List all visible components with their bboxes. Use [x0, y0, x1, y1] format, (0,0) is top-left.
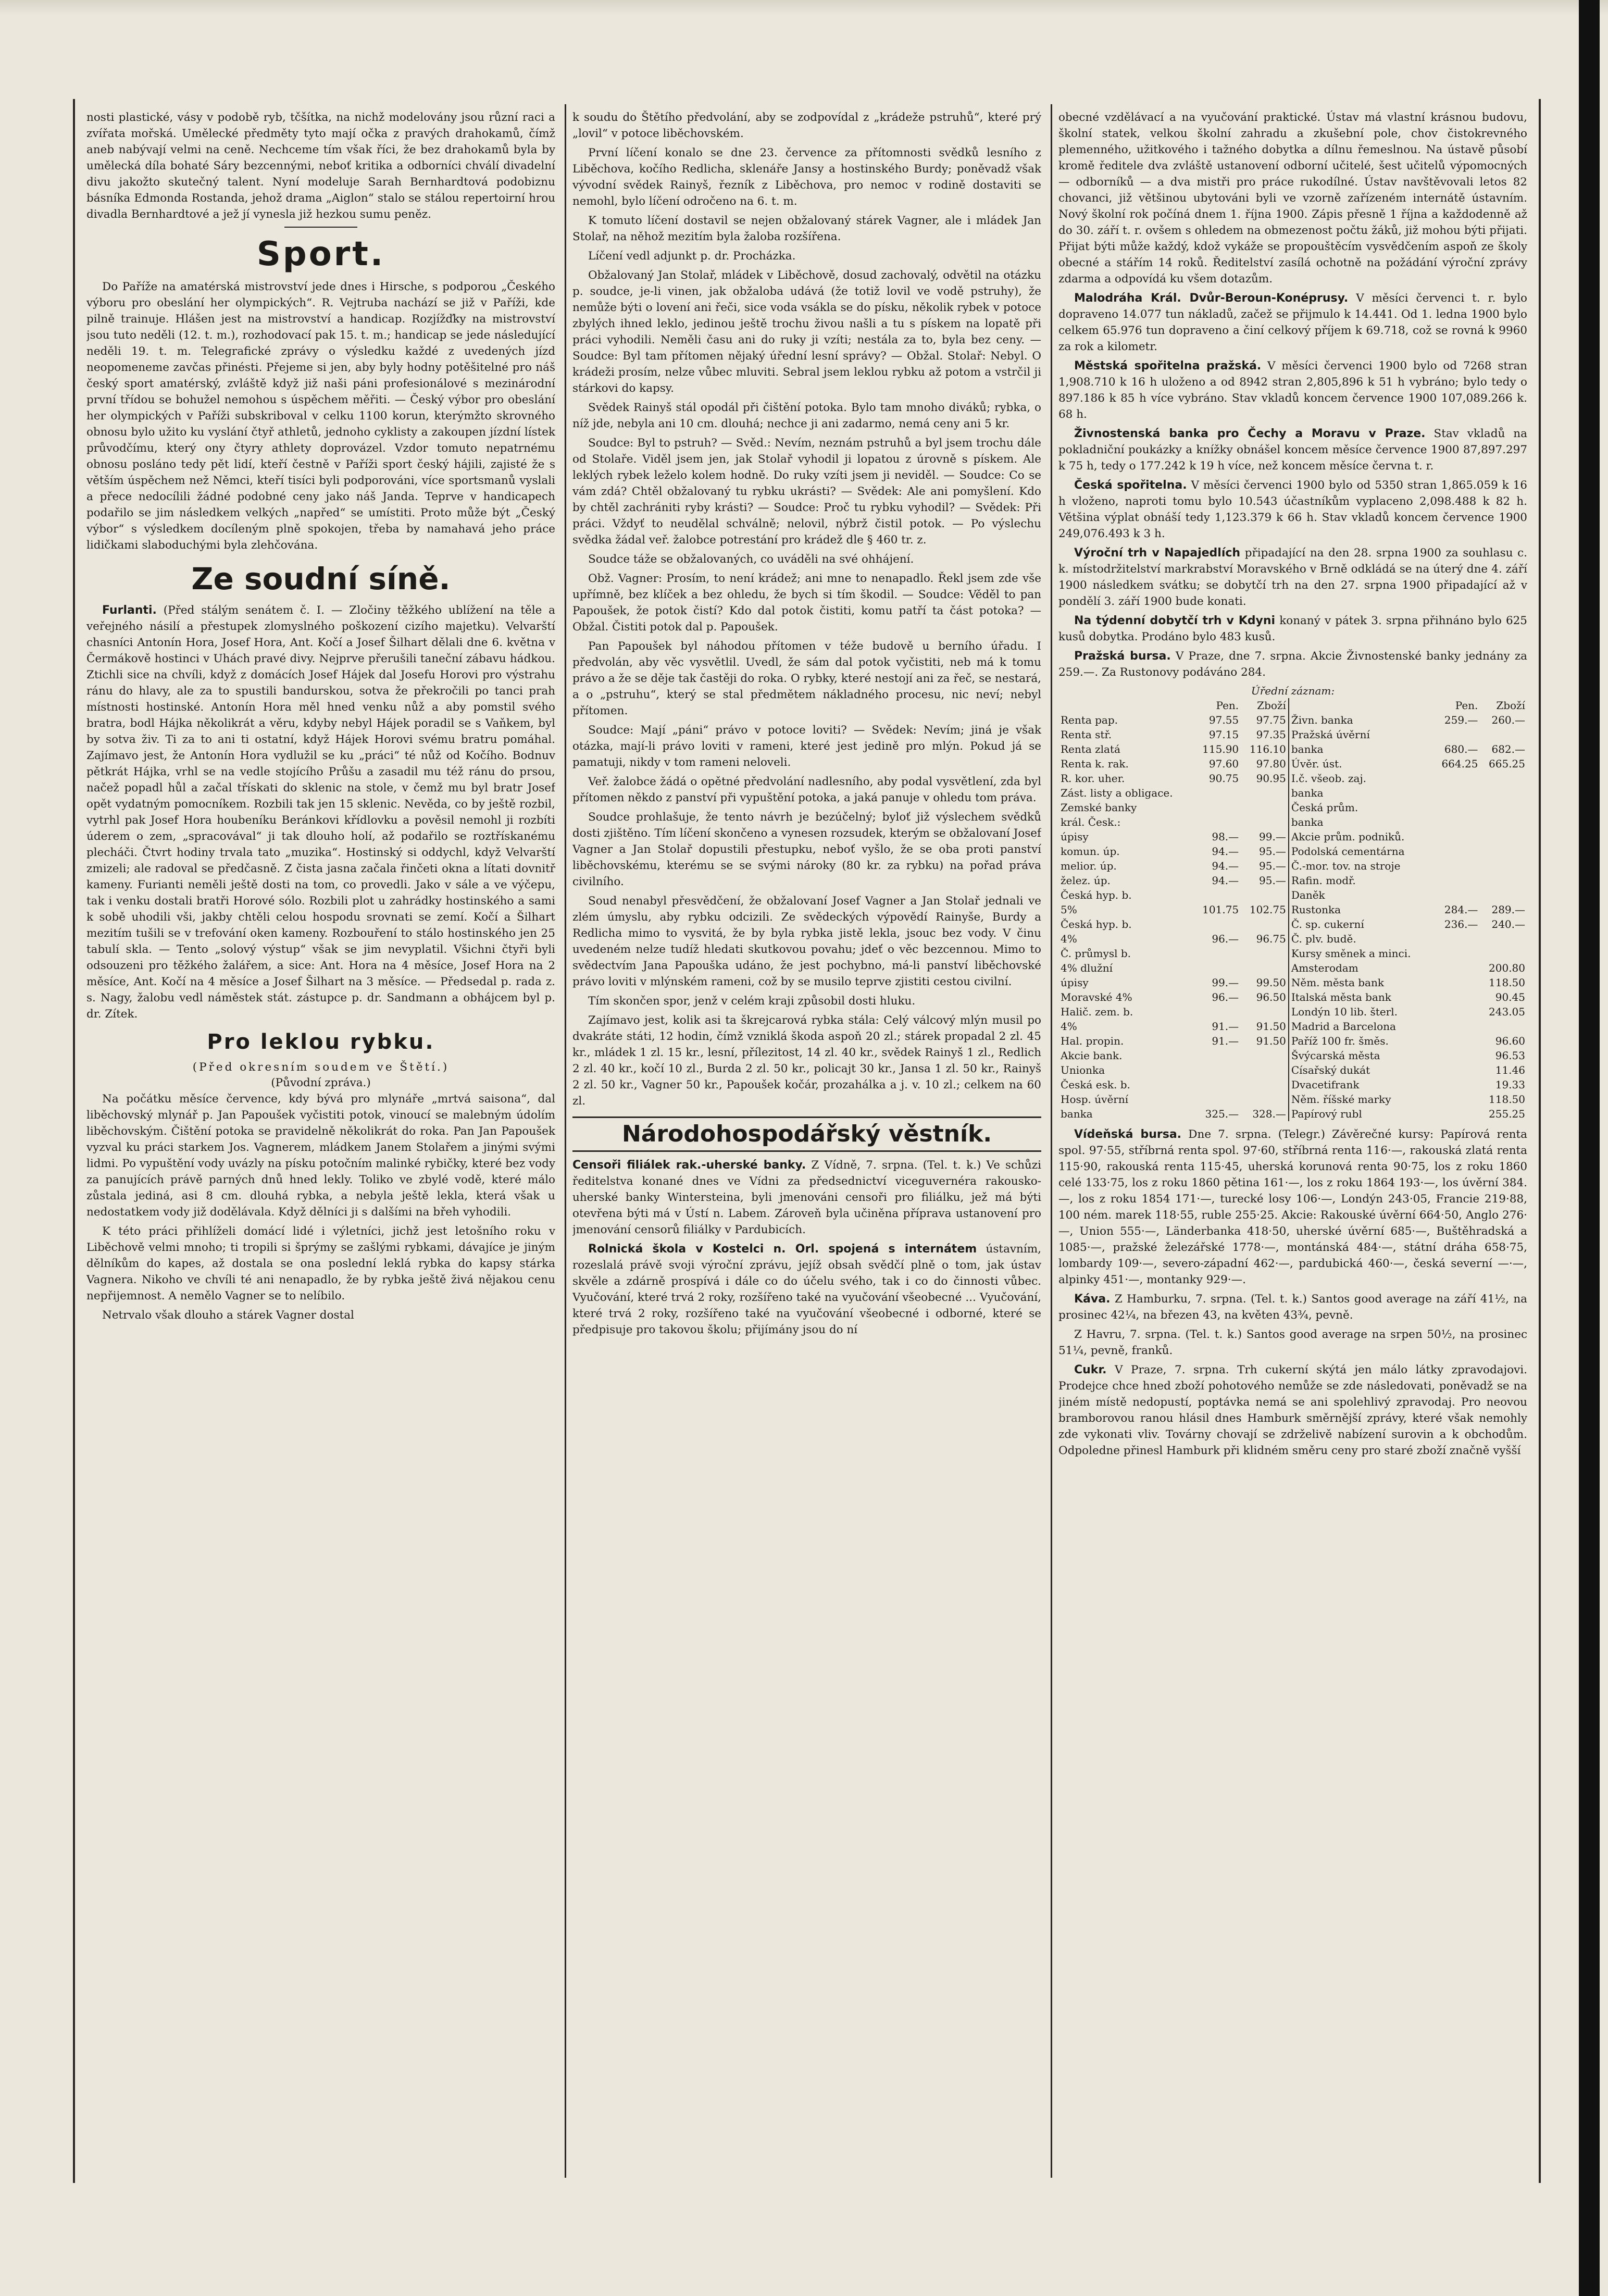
price-cell — [1241, 1077, 1289, 1092]
price-cell: 118.50 — [1489, 1093, 1525, 1106]
table-row — [1058, 771, 1527, 786]
table-row — [1058, 742, 1527, 756]
table-row — [1058, 946, 1527, 961]
price-cell — [1480, 771, 1527, 786]
rybka-continuation: K tomuto líčení dostavil se nejen obžalovaný stárek Vagner, ale i mládek Jan Stolař, na něhož mezitím byla žaloba rozšířena. — [572, 214, 1041, 243]
price-cell: 118.50 — [1489, 976, 1525, 989]
security-name: Renta zlatá — [1061, 743, 1120, 755]
vyrocni-article: připadající na den 28. srpna 1900 za souhlasu c. k. místodržitelství markrabství Moravského v Brně odkládá se na úterý dne 4. září 1900 následkem svátku; se dobytčí trh na den 27. srpna 1900 připadající až v pondělí 3. září 1900 bude konati. — [1058, 547, 1527, 608]
price-cell — [1241, 888, 1289, 902]
price-cell — [1480, 727, 1527, 742]
price-cell — [1433, 975, 1480, 990]
article-continuation: nosti plastické, vásy v podobě ryb, tčšítka, na nichž modelovány jsou různí raci a zvířata mořská. Umělecké předměty tyto mají očka z pravých drahokamů, čímž aneb nabývají velmi na ceně. Nechceme tím však říci, že bez drahokamů byla by umělecká díla bohaté Sáry bezcennými, neboť kritika a odborníci chválí divadelní divu jakožto skutečný talent. Nyní modeluje Sarah Bernhardtová podobiznu básníka Edmonda Rostanda, jehož drama „Aiglon“ stalo se stálou repertoirní hrou divadla Bernhardtové a jež jí vynesla již hezkou sumu peněz. — [86, 111, 555, 221]
price-cell: 325.— — [1205, 1108, 1239, 1120]
col-header-pen: Pen. — [1216, 699, 1239, 712]
security-name: Unionka — [1061, 1064, 1105, 1076]
table-row — [1058, 1077, 1527, 1092]
price-cell: 91.— — [1212, 1035, 1239, 1047]
table-row — [1058, 844, 1527, 859]
videnska-article: Dne 7. srpna. (Telegr.) Závěrečné kursy: Papírová renta spol. 97·55, stříbrná renta spol. 97·60, stříbrná renta 116·—, rakouská zlatá renta 115·90, rakouská renta 115·45, uherská korunová renta 90·75, los z roku 1860 celé 133·75, los z roku 1860 pětina 161·—, los z roku 1864 193·—, los úvěrní 384.—, los z roku 1854 171·—, turecké losy 106·—, Londýn 243·05, Francie 219·88, 100 ném. marek 118·55, ruble 255·25. Akcie: Rakouské úvěrní 664·50, Anglo 276·—, Union 555·—, Länderbanka 418·50, uherské úvěrní 685·—, Buštěhradská a 1085·—, pražské železářské 1778·—, montánská 484·—, státní dráha 658·75, lombardy 109·—, severo-západní 462·—, pardubická 460·—, česká severní —·—, alpinky 451·—, montanky 929·—. — [1058, 1128, 1527, 1286]
security-name: banka — [1289, 742, 1433, 756]
price-cell — [1433, 961, 1480, 975]
security-name: Rafin. modř. — [1289, 873, 1433, 888]
security-name: Madrid a Barcelona — [1289, 1019, 1433, 1034]
security-name: Úvěr. úst. — [1289, 756, 1433, 771]
rybka-continuation: Tím skončen spor, jenž v celém kraji způsobil dosti hluku. — [588, 995, 916, 1008]
security-name: Rustonka — [1289, 902, 1433, 917]
price-cell — [1433, 844, 1480, 859]
security-name: 5% — [1061, 903, 1077, 916]
price-cell — [1433, 815, 1480, 829]
price-cell: 90.45 — [1495, 991, 1525, 1003]
section-heading-economy: Národohospodářský věstník. — [572, 1116, 1041, 1152]
security-name: komun. úp. — [1061, 845, 1120, 858]
price-cell: 259.— — [1444, 714, 1478, 726]
price-cell: 99.— — [1259, 830, 1286, 843]
security-name: Č. sp. cukerní — [1289, 917, 1433, 932]
price-cell: 97.75 — [1256, 714, 1286, 726]
price-cell — [1241, 815, 1289, 829]
price-cell: 96.60 — [1495, 1035, 1525, 1047]
price-cell: 90.75 — [1208, 772, 1239, 785]
price-cell — [1433, 771, 1480, 786]
price-cell — [1194, 1048, 1241, 1063]
scan-border — [1579, 0, 1600, 2296]
rybka-continuation: Líčení vedl adjunkt p. dr. Procházka. — [588, 250, 796, 263]
rybka-continuation: Obžalovaný Jan Stolař, mládek v Liběchově, dosud zachovalý, odvětil na otázku p. soudce, je-li vinen, jak obžaloba udává (že totiž lovil ve vodě pstruhy), že nemůže býti o lovení ani řeči, sice voda vsákla se do písku, několik rybek v potoce zbylých ihned leklo, jedinou ještě trochu živou našli a tu s pískem na lopatě při práci vyhodili. Neměli času ani do ruky ji vzíti; nestála za to, byla bez ceny. — Soudce: Byl tam přítomen nějaký úřední lesní správy? — Obžal. Stolař: Nebyl. O krádeži prosím, nelze vůbec mluviti. Sebral jsem leklou rybku až potom a vstrčil ji stárkovi do kapsy. — [572, 269, 1041, 395]
article-head-zivno: Živnostenská banka pro Čechy a Moravu v Praze. — [1074, 427, 1426, 440]
table-row — [1058, 800, 1527, 815]
price-cell: 284.— — [1444, 903, 1478, 916]
sport-article: Do Paříže na amatérská mistrovství jede dnes i Hirsche, s podporou „Českého výboru pro obeslání her olympických“. R. Vejtruba nachází se již v Paříži, kde pilně trainuje. Hlášen jest na mistrovství a handicap. Rozjížďky na mistrovství jsou tuto neděli (12. t. m.), rozhodovací pak 15. t. m.; handicap se jede následující neděli 19. t. m. Telegrafické zprávy o výsledku každé z uvedených jízd neopomeneme zavčas přinésti. Přejeme si jen, aby byly hodny potěšitelné pro náš český sport amatérský, zvláště když již naši páni profesionálové s mezinárodní první třídou se bohužel nemohou s úspěchem měřiti. — Český výbor pro obeslání her olympických v Paříži subskriboval v celku 1100 korun, kterýmžto skrovného obnosu bylo užito ku vyslání čtyř athletů, jednoho cyklisty a zakoupen jízdní lístek průvodčímu, který ony čtyry athlety doprovázel. Vzdor tomuto nepatrnému obnosu posláno tedy pět lidí, kteří čestně v Paříži sport český hájili, zajisté že s větším úspěchem než Němci, kteří tisíci byli podporováni, více sportsmanů vyslali a přece nedocílili žádné podobné ceny jako náš Janda. Teprve v handicapech podařilo se jim následkem velkých „napřed“ se umístiti. Proto může být „Český výbor“ s výsledkem docíleným plně spokojen, třeba by namahavá jeho práce lidičkami slaboduchými byla zlehčována. — [86, 280, 555, 552]
price-cell: 97.55 — [1208, 714, 1239, 726]
security-name: Česká prům. — [1289, 800, 1433, 815]
bursa-article: V Praze, dne 7. srpna. Akcie Živnostenské banky jednány za 259.—. Za Rustonovy podáváno 284. — [1058, 650, 1527, 679]
price-cell: 682.— — [1491, 743, 1525, 755]
price-cell — [1241, 1004, 1289, 1019]
cukr-article: V Praze, 7. srpna. Trh cukerní skýtá jen málo látky zpravodajovi. Prodejce chce hned zboží pohotového nemůže se zde následovati, poněvadž se na jiném místě nedopustí, poptávka nemá se ani spolehlivý zpravodaj. Pro neovou bramborovou ranou hlásil dnes Hamburk směrnější zprávy, které však nemohly zde vykonati vliv. Továrny chovají se zdrželivě nabízení surovin a k obchodům. Odpoledne přinesl Hamburk při klidném směru ceny pro staré zboží značně vyšší — [1058, 1363, 1527, 1457]
security-name: Něm. města bank — [1289, 975, 1433, 990]
security-name: melior. úp. — [1061, 860, 1117, 872]
price-cell: 97.80 — [1256, 758, 1286, 770]
security-name: Č.-mor. tov. na stroje — [1289, 859, 1433, 873]
column-rule — [1051, 104, 1052, 2178]
security-name: Dvacetifrank — [1289, 1077, 1433, 1092]
price-cell: 98.— — [1212, 830, 1239, 843]
price-cell: 95.— — [1259, 845, 1286, 858]
table-row — [1058, 1107, 1527, 1121]
price-cell: 665.25 — [1489, 758, 1525, 770]
price-cell — [1194, 917, 1241, 932]
security-name: král. Česk.: — [1061, 816, 1121, 828]
price-cell — [1433, 727, 1480, 742]
price-cell — [1433, 859, 1480, 873]
table-row — [1058, 829, 1527, 844]
price-cell: 95.— — [1259, 860, 1286, 872]
price-cell: 289.— — [1491, 903, 1525, 916]
article-heading-rybka: Pro leklou rybku. — [207, 1030, 435, 1054]
price-cell — [1433, 1092, 1480, 1107]
price-cell: 99.50 — [1256, 976, 1286, 989]
security-name: Moravské 4% — [1061, 991, 1132, 1003]
rybka-continuation: Soud nenabyl přesvědčení, že obžalovaní Josef Vagner a Jan Stolař jednali ve zlém úmyslu, aby rybku odcizili. Ze svědeckých výpovědí Rainyše, Burdy a Redlicha mimo to vysvitá, že by byla rybka jistě lekla, jsouc bez vody. V činu uvedeném nelze tudíž hledati skutkovou povahu; jdeť o věc bezcennou. Mimo to svědectvím Jana Papouška udáno, že jest pochybno, má-li panství liběchovské právo loviti v mlýnském rameni, což by se musilo teprve zjistiti cestou civilní. — [572, 895, 1041, 988]
price-cell: 96.75 — [1256, 933, 1286, 945]
article-subheading: (Původní zpráva.) — [271, 1076, 371, 1089]
table-row — [1058, 917, 1527, 932]
price-cell: 101.75 — [1202, 903, 1239, 916]
price-cell — [1480, 800, 1527, 815]
table-row — [1058, 1048, 1527, 1063]
price-cell: 91.50 — [1256, 1035, 1286, 1047]
price-cell — [1433, 800, 1480, 815]
security-name: Něm. říšské marky — [1289, 1092, 1433, 1107]
article-head-videnska: Vídeňská bursa. — [1074, 1128, 1182, 1141]
price-cell: 95.— — [1259, 874, 1286, 887]
price-cell: 97.35 — [1256, 728, 1286, 741]
security-name: Česká esk. b. — [1061, 1078, 1130, 1091]
table-row — [1058, 815, 1527, 829]
price-cell — [1433, 1063, 1480, 1077]
column-2 — [572, 109, 1041, 2173]
security-name: Renta pap. — [1061, 714, 1118, 726]
price-cell — [1433, 990, 1480, 1004]
ceska-article: V měsíci červenci 1900 bylo od 5350 stran 1,865.059 k 16 h vloženo, naproti tomu bylo 10.543 účastníkům vyplaceno 2,098.488 k 82 h. Většina výplat obnáší tedy 1,123.379 k 66 h. Stav vkladů koncem července 1900 249,076.493 k 3 h. — [1058, 479, 1527, 540]
price-cell: 96.50 — [1256, 991, 1286, 1003]
security-name: Daněk — [1289, 888, 1433, 902]
price-cell: 328.— — [1252, 1108, 1286, 1120]
table-row — [1058, 859, 1527, 873]
price-cell — [1241, 1048, 1289, 1063]
security-name: Česká hyp. b. — [1061, 918, 1132, 930]
article-head-malodraha: Malodráha Král. Dvůr-Beroun-Konéprusy. — [1074, 292, 1349, 305]
security-name: Hal. propin. — [1061, 1035, 1124, 1047]
price-cell — [1433, 946, 1480, 961]
section-heading-court: Ze soudní síně. — [191, 561, 451, 597]
col-header-zbozi: Zboží — [1496, 699, 1525, 712]
price-cell: 97.60 — [1208, 758, 1239, 770]
bursa-table — [1058, 684, 1527, 1121]
security-name: Londýn 10 lib. šterl. — [1289, 1004, 1433, 1019]
rybka-continuation: První líčení konalo se dne 23. července za přítomnosti svědků lesního z Liběchova, kočího Redlicha, sklenáře Jansy a hostinského Burdy; poněvadž však vývodní svědek Rainyš, řezník z Liběchova, pro nemoc v rodině dostaviti se nemohl, bylo líčení odročeno na 6. t. m. — [572, 146, 1041, 208]
security-name: Akcie bank. — [1061, 1049, 1123, 1062]
table-row — [1058, 1019, 1527, 1034]
security-name: Paříž 100 fr. šměs. — [1289, 1034, 1433, 1048]
security-name: Halič. zem. b. — [1061, 1006, 1133, 1018]
security-name: úpisy — [1061, 830, 1089, 843]
security-name: Papírový rubl — [1289, 1107, 1433, 1121]
price-cell: 96.— — [1212, 933, 1239, 945]
table-row — [1058, 888, 1527, 902]
security-name: banka — [1061, 1108, 1093, 1120]
article-head-rolnicka: Rolnická škola v Kostelci n. Orl. spojená s internátem — [588, 1243, 977, 1256]
security-name: Italská města bank — [1289, 990, 1433, 1004]
table-row — [1058, 975, 1527, 990]
article-head-censori: Censoři filiálek rak.-uherské banky. — [572, 1159, 806, 1172]
table-row — [1058, 902, 1527, 917]
price-cell: 200.80 — [1489, 962, 1525, 974]
table-row — [1058, 727, 1527, 742]
article-head-furlanti: Furlanti. — [102, 604, 157, 617]
security-name: Amsterodam — [1289, 961, 1433, 975]
bursa-table-body — [1058, 713, 1527, 1121]
price-cell — [1433, 932, 1480, 946]
table-row — [1058, 873, 1527, 888]
security-name: Akcie prům. podniků. — [1289, 829, 1433, 844]
malodraha-article: V měsíci červenci t. r. bylo dopraveno 14.077 tun nákladů, začež se přijmulo k 14.441. Od 1. ledna 1900 bylo celkem 65.976 tun dopraveno a činí celkový příjem k 69.718, což se rovná k 9960 za rok a kilometr. — [1058, 292, 1527, 353]
rybka-continuation: Svědek Rainyš stál opodál při čištění potoka. Bylo tam mnoho diváků; rybka, o níž jde, nebyla ani 10 cm. dlouhá; nechce ji ani zadarmo, nemá ceny ani 5 kr. — [572, 401, 1041, 430]
security-name: 4% — [1061, 1020, 1077, 1033]
kava-article: Z Hamburku, 7. srpna. (Tel. t. k.) Santos good average na září 41½, na prosinec 42¼, na březen 43, na květen 43¾, pevně. — [1058, 1293, 1527, 1322]
tydenni-article: konaný v pátek 3. srpna přihnáno bylo 625 kusů dobytka. Prodáno bylo 483 kusů. — [1058, 614, 1527, 643]
price-cell — [1194, 800, 1241, 815]
table-row — [1058, 786, 1527, 800]
col-header-pen: Pen. — [1455, 699, 1478, 712]
price-cell — [1241, 1063, 1289, 1077]
price-cell — [1241, 917, 1289, 932]
price-cell — [1433, 1048, 1480, 1063]
table-row — [1058, 756, 1527, 771]
newspaper-page — [73, 99, 1541, 2183]
price-cell: 97.15 — [1208, 728, 1239, 741]
price-cell — [1480, 932, 1527, 946]
price-cell: 96.— — [1212, 991, 1239, 1003]
section-heading-sport: Sport. — [256, 235, 385, 274]
price-cell — [1241, 800, 1289, 815]
zivno-article: Stav vkladů na pokladniční poukázky a knížky obnášel koncem měsíce července 1900 87,897.297 k 75 h, tedy o 177.242 k 19 h více, než koncem měsíce června t. r. — [1058, 427, 1527, 473]
price-cell: 102.75 — [1249, 903, 1286, 916]
price-cell: 243.05 — [1489, 1006, 1525, 1018]
column-1 — [86, 109, 555, 2173]
price-cell — [1241, 946, 1289, 961]
censori-article: Z Vídně, 7. srpna. (Tel. t. k.) Ve schůzi ředitelstva konané dnes ve Vídni za předsednictví viceguvernéra rakousko-uherské banky Wintersteina, byli jmenováni censoři pro filiálku, jež má býti otevřena býti má v Ústí n. Labem. Zároveň byla učiněna příprava ustanovení pro jmenování censorů filiálky v Pardubicích. — [572, 1159, 1041, 1236]
article-head-cukr: Cukr. — [1074, 1363, 1107, 1376]
divider — [284, 227, 357, 228]
security-name: Renta stř. — [1061, 728, 1112, 741]
price-cell — [1194, 1004, 1241, 1019]
price-cell: 115.90 — [1202, 743, 1239, 755]
furlanti-article: (Před stálým senátem č. I. — Zločiny těžkého ublížení na těle a veřejného násilí a přestupek zlomyslného poškození cizího majetku). Velvarští chasníci Antonín Hora, Josef Hora, Ant. Kočí a Josef Šilhart dělali dne 6. května v Čermákově hostinci v Uhách pravé divy. Nejprve přerušili taneční zábavu hádkou. Ztichli sice na chvíli, když z domácích Josef Hájek dal Josefu Horovi pro výstrahu ránu do hlavy, ale za to spustili bandurskou, sotva že překročili po tanci prah místnosti hostinské. Antonín Hora měl hned venku nůž a aby pomstil svého bratra, bodl Hájka několikrát a věru, kdyby nebyl Hájek poradil se s Vaňkem, byl by sotva živ. Ti za to ani ti ostatní, když Hájek Horovi svému bratru pomáhal. Zajímavo jest, že Antonín Hora vydlužil se ku „práci“ té nůž od Kočího. Bodnuv pětkrát Hájka, vrhl se na vedle stojícího Průšu a zasadil mu též ránu do prsou, načež popadl hůl a začal třískati do sklenic na stole, v čemž mu byl bratr Josef opět vydatným pomocníkem. Rozbili tak jen 15 sklenic. Nevěda, co by ještě rozbil, vytrhl pak Josef Hora houbeníku Beránkovi křídlovku a pověsil nemohl ji rozbíti úderem o zem, „spracovával“ ji tak dlouho holí, až podařilo se roztřískanému plecháči. Čtvrt hodiny trvala tato „muzika“. Hostinský si oddychl, když Velvarští zmizeli; ale radoval se předčasně. Z čista jasna začala řinčeti okna a lítati dovnitř kameny. Furianti neměli ještě dosti na tom, co provedli. Jako v sále a ve výčepu, tak i venku dostali bratři Horové sólo. Rozbili plot u zahrádky hostinského a sami k sobě uhodili vši, jakby chtěli celou hospodu srovnati se zemí. Kočí a Šilhart mezitím tušili se v trefování oken kameny. Rozbouření to stálo hostinského jen 25 tabulí skla. — Tento „solový výstup“ však se jim nevyplatil. Všichni čtyři byli odsouzeni pro těžkého žalářem, a sice: Ant. Hora na 4 měsíce, Josef Hora na 2 měsíce, Ant. Kočí na 4 měsíce a Josef Šilhart na 3 měsíce. — Předsedal p. rada z. s. Nagy, žalobu vedl náměstek stát. zástupce p. dr. Sandmann a obhájcem byl p. dr. Zítek. — [86, 604, 555, 1021]
security-name: 4% — [1061, 933, 1077, 945]
table-row — [1058, 1004, 1527, 1019]
price-cell — [1241, 786, 1289, 800]
price-cell: 99.— — [1212, 976, 1239, 989]
security-name: úpisy — [1061, 976, 1089, 989]
security-name: banka — [1289, 786, 1433, 800]
security-name: Č. průmysl b. — [1061, 947, 1131, 960]
security-name: Pražská úvěrní — [1289, 727, 1433, 742]
price-cell: 236.— — [1444, 918, 1478, 930]
rybka-article: Na počátku měsíce července, kdy bývá pro mlynáře „mrtvá saisona“, dal liběchovský mlynář p. Jan Papoušek vyčistiti potok, vinoucí se malebným údolím liběchovským. Čištění potoka se pravidelně několikrát do roka. Pan Jan Papoušek vyzval ku práci starkem Jos. Vagnerem, mládkem Janem Stolařem a jinými svými lidmi. Po vypuštění vody uvázly na písku potočním malinké rybičky, které bez vody za panujících právě parných dnů hned lekly. Toliko ve zbylé vodě, které málo zůstala jediná, asi 8 cm. dlouhá rybka, a nebyla ještě lekla, která však u nedostatkem vody již dodělávala. Když dělníci ji s dalšími na břeh vyhodili. — [86, 1093, 555, 1219]
column-rule — [565, 104, 566, 2178]
article-head-sporitelna: Městská spořitelna pražská. — [1074, 359, 1262, 373]
security-name: Císařský dukát — [1289, 1063, 1433, 1077]
security-name: Hosp. úvěrní — [1061, 1093, 1129, 1106]
rybka-continuation: Soudce prohlašuje, že tento návrh je bezúčelný; byloť již výslechem svědků dosti zjištěno. Tím líčení skončeno a vynesen rozsudek, kterým se obžalovaní Josef Vagner a Jan Stolař dopustili přestupku, neboť vyšlo, že se oba proti panství liběchovskému, kterému se se svými nároky (80 kr. za rybku) na pořad práva civilního. — [572, 811, 1041, 888]
article-head-vyrocni: Výroční trh v Napajedlích — [1074, 547, 1241, 560]
article-head-kava: Káva. — [1074, 1293, 1111, 1306]
security-name: I.č. všeob. zaj. — [1289, 771, 1433, 786]
price-cell: 94.— — [1212, 860, 1239, 872]
price-cell — [1194, 1092, 1241, 1107]
sporitelna-article: V měsíci červenci 1900 bylo od 7268 stran 1,908.710 k 16 h uloženo a od 8942 stran 2,805,896 k 51 h vybráno; bylo tedy o 897.186 k 85 h více vybráno. Stav vkladů koncem července 1900 107,089.266 k. 68 h. — [1058, 359, 1527, 421]
article-head-bursa: Pražská bursa. — [1074, 650, 1171, 663]
security-name: želez. úp. — [1061, 874, 1111, 887]
bursa-table-title: Úřední záznam: — [1251, 685, 1335, 697]
rybka-continuation: Soudce: Mají „páni“ právo v potoce loviti? — Svědek: Nevím; jiná je však otázka, mají-li právo loviti v rameni, které jest jedině pro mlýn. Pokud já se pamatuji, nikdy v tom rameni neloveli. — [572, 724, 1041, 769]
rybka-article: K této práci přihlíželi domácí lidé i výletníci, jichž jest letošního roku v Liběchově velmi mnoho; ti tropili si šprýmy se zašlými rybkami, dávajíce je jiným dělníkům do kapes, až dostala se ona poslední leklá rybka do kapsy stárka Vagnera. Nikoho ve chvíli té ani nenapadlo, že by rybka ještě živá nějakou cenu nepřijemnost. A nemělo Vagner se to nelíbilo. — [86, 1225, 555, 1302]
rolnicka-continuation: obecné vzdělávací a na vyučování praktické. Ústav má vlastní krásnou budovu, školní statek, velkou školní zahradu a zkušební pole, chov čistokrevného plemenného, užitkového i tažného dobytka a dílnu řemeslnou. Na ústavě působí kromě ředitele dva zvláště ustanovení odborní učitelé, šest učitelů výpomocných — odborníků — a dva mistři pro práce rukodílné. Ústav navštěvovali letos 82 chovanci, již většinou ubytováni byli ve vzorně zařízeném internátě ústavním. Nový školní rok počíná dnem 1. října 1900. Zápis přesně 1 října a každodenně až do 30. září t. r. ovšem s ohledem na obmezenost počtu žáků, již mohou býti přijati. Přijat býti může každý, kdož vykáže se propouštěcím vysvědčením aspoň ze školy obecné a stářím 14 roků. Ředitelství zasílá ochotně na požádání výroční zprávy zdarma a odpovídá ku všem dotazům. — [1058, 111, 1527, 286]
table-row — [1058, 990, 1527, 1004]
rybka-article: Netrvalo však dlouho a stárek Vagner dostal — [102, 1309, 354, 1322]
security-name: 4% dlužní — [1061, 962, 1113, 974]
col-header-zbozi: Zboží — [1257, 699, 1286, 712]
article-subheading: (Před okresním soudem ve Štětí.) — [192, 1061, 450, 1074]
price-cell — [1480, 888, 1527, 902]
security-name: R. kor. uher. — [1061, 772, 1125, 785]
rybka-continuation: k soudu do Štětího předvolání, aby se zodpovídal z „krádeže pstruhů“, které prý „lovil“ v potoce liběchovském. — [572, 111, 1041, 140]
price-cell — [1480, 829, 1527, 844]
price-cell — [1194, 1063, 1241, 1077]
price-cell — [1480, 873, 1527, 888]
column-3 — [1058, 109, 1527, 2173]
price-cell: 260.— — [1491, 714, 1525, 726]
price-cell: 94.— — [1212, 874, 1239, 887]
price-cell — [1433, 1034, 1480, 1048]
price-cell — [1433, 1019, 1480, 1034]
price-cell: 91.— — [1212, 1020, 1239, 1033]
table-row — [1058, 713, 1527, 727]
price-cell — [1480, 815, 1527, 829]
price-cell: 94.— — [1212, 845, 1239, 858]
price-cell: 90.95 — [1256, 772, 1286, 785]
price-cell: 96.53 — [1495, 1049, 1525, 1062]
price-cell — [1241, 961, 1289, 975]
security-name: Renta k. rak. — [1061, 758, 1129, 770]
price-cell — [1480, 946, 1527, 961]
price-cell — [1194, 1077, 1241, 1092]
rolnicka-article: ústavním, rozeslalá právě svoji výroční zprávu, jejíž obsah svědčí plně o tom, jak ústav skvěle a zdárně prospívá i dále co do účelu svého, tak i co do činnosti vůbec. Vyučování, které trvá 2 roky, rozšířeno také na vyučování všeobecné ... Vyučování, které trvá 2 roky, rozšířeno také na vyučování všeobecné i odborné, které se předpisuje pro takovou školu; přijímány jsou do ní — [572, 1243, 1041, 1336]
article-head-ceska: Česká spořitelna. — [1074, 479, 1187, 492]
rybka-continuation: Pan Papoušek byl náhodou přítomen v téže budově u berního úřadu. I předvolán, aby věc vysvětlil. Uvedl, že sám dal potok vyčistiti, neb má k tomu právo a že se děje tak častěji do roka. O rybky, které nestojí ani za řeč, se nestará, a o „pstruhu“, který se stal předmětem nákladného procesu, nic neví; nebyl přítomen. — [572, 640, 1041, 717]
price-cell: 240.— — [1491, 918, 1525, 930]
price-cell: 11.46 — [1495, 1064, 1525, 1076]
price-cell — [1433, 888, 1480, 902]
rybka-continuation: Obž. Vagner: Prosím, to není krádež; ani mne to nenapadlo. Řekl jsem zde vše upřímně, bez klíček a bez ohledu, že bych si tím škodil. — Soudce: Věděl to pan Papoušek, že potok čistí? Kdo dal potok čistiti, komu patří ta část potoka? — Obžal. Čistiti potok dal p. Papoušek. — [572, 572, 1041, 634]
price-cell: 116.10 — [1249, 743, 1286, 755]
price-cell: 91.50 — [1256, 1020, 1286, 1033]
security-name: banka — [1289, 815, 1433, 829]
security-name: Švýcarská města — [1289, 1048, 1433, 1063]
havre-article: Z Havru, 7. srpna. (Tel. t. k.) Santos good average na srpen 50½, na prosinec 51¼, pevně, franků. — [1058, 1328, 1527, 1357]
price-cell: 680.— — [1444, 743, 1478, 755]
table-row — [1058, 932, 1527, 946]
price-cell — [1194, 815, 1241, 829]
scan-edge — [0, 0, 1608, 16]
article-head-tydenni: Na týdenní dobytčí trh v Kdyni — [1074, 614, 1276, 627]
price-cell — [1194, 888, 1241, 902]
security-name: Zást. listy a obligace. — [1061, 787, 1173, 799]
table-row — [1058, 1092, 1527, 1107]
price-cell — [1433, 1107, 1480, 1121]
table-row — [1058, 961, 1527, 975]
table-row — [1058, 1034, 1527, 1048]
price-cell — [1480, 859, 1527, 873]
rybka-continuation: Soudce táže se obžalovaných, co uváděli na své ohhájení. — [588, 553, 914, 566]
price-cell — [1480, 1019, 1527, 1034]
security-name: Živn. banka — [1289, 713, 1433, 727]
security-name: Česká hyp. b. — [1061, 889, 1132, 901]
price-cell — [1433, 1004, 1480, 1019]
rybka-continuation: Soudce: Byl to pstruh? — Svěd.: Nevím, neznám pstruhů a byl jsem trochu dále od Stolaře. Viděl jsem jen, jak Stolař vyhodil ji lopatou z úrovně s pískem. Ale leklých rybek leželo kolem hodně. Do ruky vzíti jsem ji neviděl. — Soudce: Co se vám zdá? Chtěl obžalovaný tu rybku ukrásti? — Svědek: Ale ani pomyšlení. Kdo by chtěl zachrániti ryby krásti? — Soudce: Proč tu rybku vyhodil? — Svědek: Při práci. Vždyť to neudělal schválně; nelovil, nýbrž čistil potok. — Po výslechu svědka žádal veř. žalobce potrestání pro krádež dle § 460 tr. z. — [572, 437, 1041, 547]
price-cell — [1194, 786, 1241, 800]
price-cell — [1480, 844, 1527, 859]
price-cell — [1194, 961, 1241, 975]
price-cell: 664.25 — [1441, 758, 1478, 770]
table-row — [1058, 1063, 1527, 1077]
price-cell — [1480, 786, 1527, 800]
price-cell — [1433, 786, 1480, 800]
price-cell — [1241, 1092, 1289, 1107]
security-name: Č. plv. budě. — [1289, 932, 1433, 946]
rybka-continuation: Zajímavo jest, kolik asi ta škrejcarová rybka stála: Celý válcový mlýn musil po dvakráte státi, 12 hodin, čímž vzniklá škoda aspoň 20 zl.; stárek propadal 2 zl. 45 kr., mládek 1 zl. 15 kr., lesní, přílezitost, 14 zl. 40 kr., svědek Rainyš 1 zl., Redlich 2 zl. 40 kr., kočí 10 zl., Burda 2 zl. 50 kr., policajt 30 kr., Jansa 1 zl. 50 kr., Rainyš 2 zl. 50 kr., Vagner 50 kr., Papoušek kočár, prozahálka a j. v. 10 zl.; celkem na 60 zl. — [572, 1014, 1041, 1108]
security-name: Kursy směnek a minci. — [1289, 946, 1433, 961]
rybka-continuation: Veř. žalobce žádá o opětné předvolání nadlesního, aby podal vysvětlení, zda byl přítomen někdo z panství při vypuštění potoka, a jaká panuje v ohledu tom práva. — [572, 775, 1041, 804]
security-name: Zemské banky — [1061, 801, 1137, 814]
price-cell: 255.25 — [1489, 1108, 1525, 1120]
price-cell: 19.33 — [1495, 1078, 1525, 1091]
price-cell — [1433, 829, 1480, 844]
price-cell — [1194, 946, 1241, 961]
security-name: Podolská cementárna — [1289, 844, 1433, 859]
price-cell — [1433, 1077, 1480, 1092]
price-cell — [1433, 873, 1480, 888]
